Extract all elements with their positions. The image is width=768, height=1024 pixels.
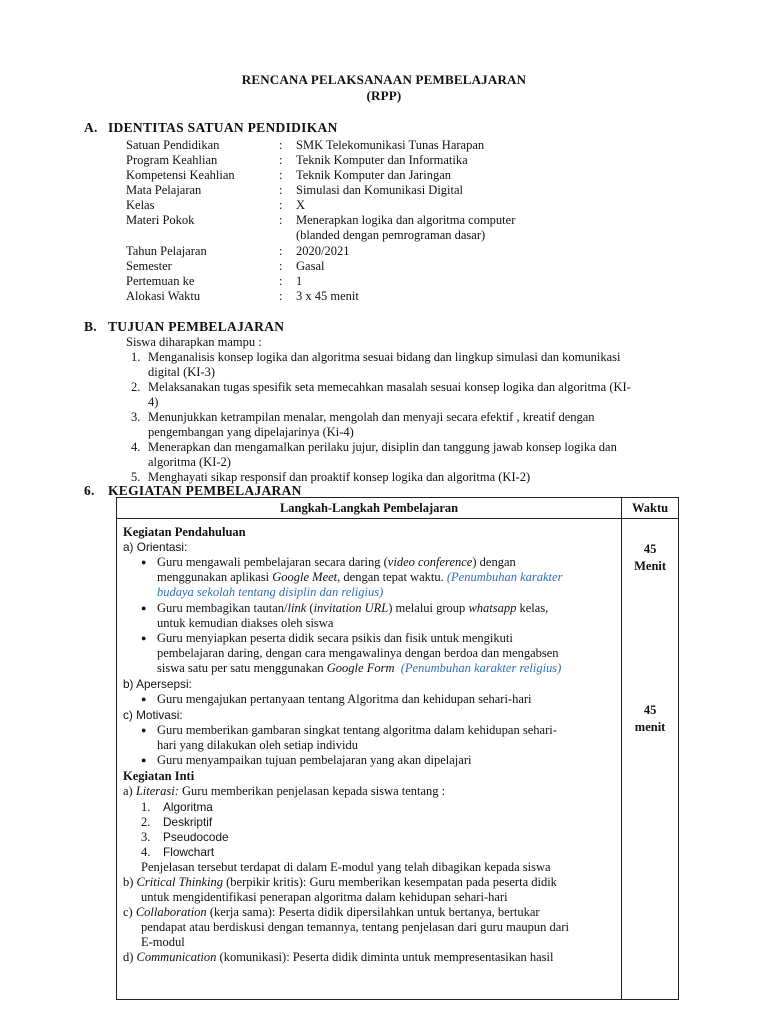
communication-line-1: d) Communication (komunikasi): Peserta didik diminta untuk mempresentasikan hasil (123, 950, 554, 964)
orientasi-item-3-line-3: siswa satu per satu menggunakan Google Form (Penumbuhan karakter religius) (157, 661, 562, 675)
objective-number: 4. (131, 440, 141, 454)
sublist-number: 4. (141, 845, 151, 859)
table-row (117, 519, 679, 1000)
objective-text: Menghayati sikap responsif dan proaktif konsep logika dan algoritma (KI-2) (148, 470, 531, 484)
activities-table (116, 497, 679, 1000)
identity-colon: : (279, 213, 283, 227)
collaboration-line-3: E-modul (141, 935, 185, 949)
character-note: (Penumbuhan karakter (446, 570, 563, 584)
identity-label: Materi Pokok (126, 213, 195, 227)
identity-colon: : (279, 153, 283, 167)
pendahuluan-heading: Kegiatan Pendahuluan (123, 525, 246, 539)
identity-value: X (296, 198, 306, 212)
objective-number: 3. (131, 410, 141, 424)
time-cell (622, 519, 679, 1000)
identity-value: Simulasi dan Komunikasi Digital (296, 183, 464, 197)
collaboration-line-2: pendapat atau berdiskusi dengan temannya, tentang penjelasan dari guru maupun dari (141, 920, 569, 934)
identity-colon: : (279, 138, 283, 152)
identity-value: 2020/2021 (296, 244, 350, 258)
bullet-icon: ● (141, 603, 147, 613)
sublist-number: 1. (141, 800, 151, 814)
objective-number: 5. (131, 470, 141, 484)
section-c-title: KEGIATAN PEMBELAJARAN (108, 483, 302, 498)
identity-label: Pertemuan ke (126, 274, 195, 288)
inti-heading: Kegiatan Inti (123, 769, 195, 783)
orientasi-item-3-line-2: pembelajaran daring, dengan cara mengawalinya dengan berdoa dan mengabsen (157, 646, 559, 660)
objective-text: Melaksanakan tugas spesifik seta memecahkan masalah sesuai konsep logika dan algoritma (KI- (148, 380, 631, 394)
objective-text: Menganalisis konsep logika dan algoritma sesuai bidang dan lingkup simulasi dan komunikasi (148, 350, 621, 364)
time-1-unit: Menit (634, 559, 667, 573)
identity-value: 3 x 45 menit (296, 289, 359, 303)
identity-value: Teknik Komputer dan Jaringan (296, 168, 451, 182)
motivasi-label: c) Motivasi: (123, 708, 183, 722)
orientasi-item-3-line-1: Guru menyiapkan peserta didik secara psikis dan fisik untuk mengikuti (157, 631, 513, 645)
sublist-item: Deskriptif (163, 815, 213, 829)
section-b-title: TUJUAN PEMBELAJARAN (108, 319, 285, 334)
bullet-icon: ● (141, 725, 147, 735)
identity-colon: : (279, 198, 283, 212)
apersepsi-label: b) Apersepsi: (123, 677, 192, 691)
orientasi-item-2-line-1: Guru membagikan tautan/link (invitation URL) melalui group whatsapp kelas, (157, 601, 549, 615)
identity-colon: : (279, 274, 283, 288)
objective-text-continued: algoritma (KI-2) (148, 455, 231, 469)
sublist-number: 3. (141, 830, 151, 844)
identity-value: Menerapkan logika dan algoritma computer (296, 213, 516, 227)
character-note-cont: budaya sekolah tentang disiplin dan religius) (157, 585, 384, 599)
identity-label: Tahun Pelajaran (126, 244, 207, 258)
identity-value: 1 (296, 274, 303, 288)
section-b-number: B. (84, 319, 97, 334)
objective-text-continued: 4) (148, 395, 159, 409)
objective-text-continued: digital (KI-3) (148, 365, 215, 379)
identity-label: Kompetensi Keahlian (126, 168, 235, 182)
identity-value: (blanded dengan pemrograman dasar) (296, 228, 486, 242)
identity-label: Kelas (126, 198, 155, 212)
time-2-unit: menit (634, 720, 666, 734)
section-c-number: 6. (84, 483, 95, 498)
identity-label: Mata Pelajaran (126, 183, 202, 197)
objectives-intro: Siswa diharapkan mampu : (126, 335, 262, 349)
table-header-row (117, 498, 679, 519)
objective-text-continued: pengembangan yang dipelajarinya (Ki-4) (148, 425, 354, 439)
motivasi-item-1-line-1: Guru memberikan gambaran singkat tentang algoritma dalam kehidupan sehari- (157, 723, 557, 737)
doc-subtitle: (RPP) (366, 88, 402, 103)
sublist-number: 2. (141, 815, 151, 829)
critical-thinking-line-2: untuk mengidentifikasi penerapan algoritma dalam kehidupan sehari-hari (141, 890, 508, 904)
critical-thinking-line-1: b) Critical Thinking (berpikir kritis): Guru memberikan kesempatan pada peserta didik (123, 875, 557, 889)
objective-text: Menunjukkan ketrampilan menalar, mengolah dan menyaji secara efektif , kreatif dengan (148, 410, 595, 424)
orientasi-item-1-line-1: Guru mengawali pembelajaran secara daring (video conference) dengan (157, 555, 516, 569)
orientasi-item-1-line-2: menggunakan aplikasi Google Meet, dengan tepat waktu. (Penumbuhan karakter (157, 570, 563, 584)
identity-colon: : (279, 289, 283, 303)
orientasi-item-2-line-2: untuk kemudian diakses oleh siswa (157, 616, 334, 630)
header-time: Waktu (622, 498, 679, 519)
bullet-icon: ● (141, 694, 147, 704)
identity-colon: : (279, 259, 283, 273)
sublist-item: Pseudocode (163, 830, 229, 844)
motivasi-item-1-line-2: hari yang dilakukan oleh setiap individu (157, 738, 358, 752)
section-a-number: A. (84, 120, 98, 135)
sublist-item: Algoritma (163, 800, 213, 814)
literasi-line: a) Literasi: Guru memberikan penjelasan kepada siswa tentang : (123, 784, 446, 798)
identity-value: Teknik Komputer dan Informatika (296, 153, 468, 167)
objective-text: Menerapkan dan mengamalkan perilaku jujur, disiplin dan tanggung jawab konsep logika dan (148, 440, 617, 454)
identity-label: Satuan Pendidikan (126, 138, 220, 152)
orientasi-label: a) Orientasi: (123, 540, 188, 554)
identity-label: Semester (126, 259, 172, 273)
identity-label: Program Keahlian (126, 153, 218, 167)
collaboration-line-1: c) Collaboration (kerja sama): Peserta didik dipersilahkan untuk bertanya, bertukar (123, 905, 540, 919)
section-a-heading (84, 120, 338, 136)
identity-colon: : (279, 168, 283, 182)
doc-title: RENCANA PELAKSANAAN PEMBELAJARAN (241, 72, 527, 87)
bullet-icon: ● (141, 633, 147, 643)
section-b-heading (84, 319, 284, 335)
objective-number: 2. (131, 380, 141, 394)
time-2-value: 45 (643, 703, 657, 717)
identity-colon: : (279, 244, 283, 258)
objective-number: 1. (131, 350, 141, 364)
identity-value: Gasal (296, 259, 325, 273)
identity-colon: : (279, 183, 283, 197)
section-a-title: IDENTITAS SATUAN PENDIDIKAN (108, 120, 338, 135)
identity-value: SMK Telekomunikasi Tunas Harapan (296, 138, 485, 152)
motivasi-item-2: Guru menyampaikan tujuan pembelajaran yang akan dipelajari (157, 753, 472, 767)
sublist-item: Flowchart (163, 845, 215, 859)
bullet-icon: ● (141, 557, 147, 567)
emodul-note: Penjelasan tersebut terdapat di dalam E-modul yang telah dibagikan kepada siswa (141, 860, 551, 874)
apersepsi-item: Guru mengajukan pertanyaan tentang Algoritma dan kehidupan sehari-hari (157, 692, 532, 706)
identity-label: Alokasi Waktu (126, 289, 201, 303)
header-steps: Langkah-Langkah Pembelajaran (117, 498, 622, 519)
bullet-icon: ● (141, 755, 147, 765)
time-1-value: 45 (643, 542, 657, 556)
steps-cell (117, 519, 622, 1000)
